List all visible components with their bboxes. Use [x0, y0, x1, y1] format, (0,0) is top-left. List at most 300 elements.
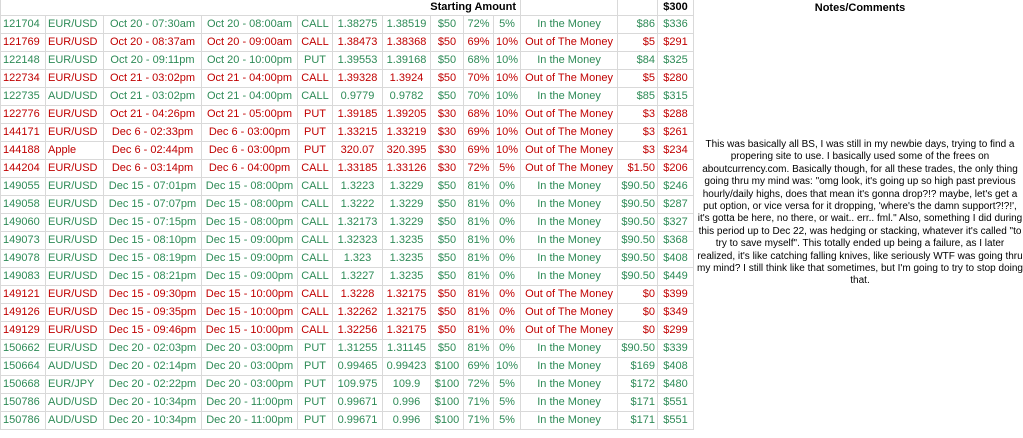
- cell-trade-id: 150786: [1, 394, 46, 412]
- cell-open-time: Dec 15 - 07:15pm: [104, 214, 202, 232]
- cell-return: $90.50: [618, 268, 658, 286]
- cell-option-type: CALL: [298, 322, 333, 340]
- cell-option-type: PUT: [298, 358, 333, 376]
- cell-trade-id: 150668: [1, 376, 46, 394]
- cell-balance: $336: [658, 16, 694, 34]
- cell-balance: $368: [658, 232, 694, 250]
- cell-result: Out of The Money: [521, 286, 618, 304]
- cell-open-time: Dec 6 - 03:14pm: [104, 160, 202, 178]
- cell-asset: EUR/USD: [46, 214, 104, 232]
- cell-payout-pct: 81%: [464, 340, 494, 358]
- cell-result: In the Money: [521, 52, 618, 70]
- cell-balance: $315: [658, 88, 694, 106]
- cell-trade-id: 149121: [1, 286, 46, 304]
- cell-option-type: CALL: [298, 160, 333, 178]
- cell-expiry-time: Dec 15 - 10:00pm: [202, 322, 298, 340]
- cell-expiry-time: Dec 6 - 04:00pm: [202, 160, 298, 178]
- cell-trade-id: 149126: [1, 304, 46, 322]
- cell-rebate-pct: 10%: [494, 142, 521, 160]
- cell-rebate-pct: 10%: [494, 88, 521, 106]
- cell-close-price: 1.3235: [383, 232, 431, 250]
- cell-open-time: Dec 15 - 07:07pm: [104, 196, 202, 214]
- cell-balance: $408: [658, 358, 694, 376]
- cell-open-time: Oct 20 - 09:11pm: [104, 52, 202, 70]
- cell-balance: $280: [658, 70, 694, 88]
- cell-payout-pct: 81%: [464, 304, 494, 322]
- cell-open-time: Dec 20 - 10:34pm: [104, 394, 202, 412]
- cell-expiry-time: Dec 15 - 08:00pm: [202, 214, 298, 232]
- cell-expiry-time: Dec 20 - 11:00pm: [202, 394, 298, 412]
- cell-open-time: Dec 6 - 02:33pm: [104, 124, 202, 142]
- cell-close-price: 1.38368: [383, 34, 431, 52]
- cell-stake: $30: [431, 106, 464, 124]
- cell-result: In the Money: [521, 178, 618, 196]
- cell-close-price: 1.3229: [383, 178, 431, 196]
- cell-close-price: 109.9: [383, 376, 431, 394]
- cell-payout-pct: 81%: [464, 232, 494, 250]
- table-row: [1, 376, 694, 394]
- cell-asset: EUR/USD: [46, 124, 104, 142]
- cell-return: $90.50: [618, 196, 658, 214]
- cell-payout-pct: 81%: [464, 268, 494, 286]
- cell-expiry-time: Dec 15 - 09:00pm: [202, 232, 298, 250]
- cell-payout-pct: 69%: [464, 358, 494, 376]
- cell-entry-price: 0.99465: [333, 358, 383, 376]
- cell-option-type: CALL: [298, 70, 333, 88]
- cell-result: Out of The Money: [521, 322, 618, 340]
- cell-open-time: Oct 20 - 08:37am: [104, 34, 202, 52]
- cell-result: In the Money: [521, 394, 618, 412]
- cell-rebate-pct: 0%: [494, 196, 521, 214]
- table-row: [1, 178, 694, 196]
- table-row: [1, 340, 694, 358]
- cell-rebate-pct: 0%: [494, 304, 521, 322]
- cell-close-price: 1.32175: [383, 286, 431, 304]
- cell-expiry-time: Dec 20 - 03:00pm: [202, 340, 298, 358]
- cell-rebate-pct: 5%: [494, 376, 521, 394]
- cell-stake: $30: [431, 124, 464, 142]
- table-row: [1, 250, 694, 268]
- cell-asset: EUR/USD: [46, 160, 104, 178]
- cell-entry-price: 0.99671: [333, 394, 383, 412]
- cell-open-time: Dec 20 - 02:14pm: [104, 358, 202, 376]
- cell-return: $84: [618, 52, 658, 70]
- header-row: [1, 0, 694, 16]
- cell-trade-id: 122776: [1, 106, 46, 124]
- cell-trade-id: 149073: [1, 232, 46, 250]
- cell-result: In the Money: [521, 196, 618, 214]
- cell-balance: $287: [658, 196, 694, 214]
- cell-payout-pct: 71%: [464, 394, 494, 412]
- cell-asset: EUR/USD: [46, 268, 104, 286]
- cell-result: In the Money: [521, 250, 618, 268]
- cell-return: $0: [618, 304, 658, 322]
- cell-balance: $234: [658, 142, 694, 160]
- cell-close-price: 0.9782: [383, 88, 431, 106]
- cell-rebate-pct: 5%: [494, 16, 521, 34]
- table-row: [1, 268, 694, 286]
- cell-asset: EUR/USD: [46, 178, 104, 196]
- cell-balance: $399: [658, 286, 694, 304]
- cell-expiry-time: Oct 21 - 04:00pm: [202, 70, 298, 88]
- cell-payout-pct: 69%: [464, 142, 494, 160]
- table-row: [1, 160, 694, 178]
- cell-open-time: Dec 20 - 10:34pm: [104, 412, 202, 430]
- cell-open-time: Dec 15 - 09:35pm: [104, 304, 202, 322]
- cell-balance: $480: [658, 376, 694, 394]
- cell-option-type: CALL: [298, 286, 333, 304]
- cell-expiry-time: Dec 15 - 08:00pm: [202, 178, 298, 196]
- cell-expiry-time: Dec 15 - 09:00pm: [202, 268, 298, 286]
- table-row: [1, 412, 694, 430]
- cell-trade-id: 144188: [1, 142, 46, 160]
- cell-entry-price: 109.975: [333, 376, 383, 394]
- table-row: [1, 304, 694, 322]
- cell-entry-price: 320.07: [333, 142, 383, 160]
- cell-expiry-time: Dec 15 - 10:00pm: [202, 286, 298, 304]
- table-row: [1, 322, 694, 340]
- cell-option-type: CALL: [298, 178, 333, 196]
- cell-option-type: PUT: [298, 412, 333, 430]
- cell-trade-id: 149055: [1, 178, 46, 196]
- cell-trade-id: 149083: [1, 268, 46, 286]
- cell-expiry-time: Oct 21 - 05:00pm: [202, 106, 298, 124]
- cell-result: Out of The Money: [521, 34, 618, 52]
- cell-balance: $408: [658, 250, 694, 268]
- table-row: [1, 286, 694, 304]
- cell-balance: $349: [658, 304, 694, 322]
- cell-return: $0: [618, 286, 658, 304]
- cell-trade-id: 149060: [1, 214, 46, 232]
- cell-stake: $50: [431, 268, 464, 286]
- cell-trade-id: 149058: [1, 196, 46, 214]
- cell-balance: $246: [658, 178, 694, 196]
- cell-stake: $50: [431, 178, 464, 196]
- cell-payout-pct: 68%: [464, 52, 494, 70]
- cell-stake: $30: [431, 142, 464, 160]
- cell-result: Out of The Money: [521, 124, 618, 142]
- cell-payout-pct: 81%: [464, 286, 494, 304]
- cell-stake: $50: [431, 196, 464, 214]
- table-row: [1, 70, 694, 88]
- cell-close-price: 1.3235: [383, 268, 431, 286]
- cell-expiry-time: Dec 15 - 08:00pm: [202, 196, 298, 214]
- cell-open-time: Oct 21 - 03:02pm: [104, 88, 202, 106]
- cell-open-time: Dec 15 - 09:46pm: [104, 322, 202, 340]
- cell-entry-price: 1.33215: [333, 124, 383, 142]
- cell-asset: EUR/USD: [46, 286, 104, 304]
- cell-close-price: 1.33219: [383, 124, 431, 142]
- cell-option-type: CALL: [298, 88, 333, 106]
- cell-entry-price: 1.32323: [333, 232, 383, 250]
- cell-result: In the Money: [521, 16, 618, 34]
- cell-rebate-pct: 0%: [494, 214, 521, 232]
- cell-option-type: PUT: [298, 106, 333, 124]
- cell-payout-pct: 69%: [464, 34, 494, 52]
- cell-close-price: 1.3235: [383, 250, 431, 268]
- cell-return: $90.50: [618, 178, 658, 196]
- cell-open-time: Dec 15 - 07:01pm: [104, 178, 202, 196]
- cell-entry-price: 1.32256: [333, 322, 383, 340]
- cell-stake: $50: [431, 232, 464, 250]
- cell-trade-id: 149078: [1, 250, 46, 268]
- cell-close-price: 1.39168: [383, 52, 431, 70]
- cell-trade-id: 149129: [1, 322, 46, 340]
- cell-stake: $50: [431, 34, 464, 52]
- cell-entry-price: 1.39185: [333, 106, 383, 124]
- cell-trade-id: 122148: [1, 52, 46, 70]
- cell-asset: AUD/USD: [46, 394, 104, 412]
- cell-return: $90.50: [618, 340, 658, 358]
- cell-result: In the Money: [521, 268, 618, 286]
- table-row: [1, 196, 694, 214]
- cell-close-price: 0.996: [383, 412, 431, 430]
- notes-text: This was basically all BS, I was still in my newbie days, trying to find a propering site to use. I basically used some of the frees on aboutcurrency.com. Basically though, for all these trades, the only thing going thru my mind was: "omg look, it's going up so high past previous hourly/daily highs, does that mean it's gonna drop?!? maybe, let's get a put option, or vice versa for it dropping, 'where's the damn support?!?!', it's gotta be here, no there, or wait.. err.. fml." Also, something I did during this period up to Dec 22, was hedging or stacking, whatever it's called "to try to save myself". This totally ended up being a failure, as I later realized, it's like catching falling knives, like seriously WTF was going thru my mind? I still think like that sometimes, but I'm going to try to stop doing that.: [697, 139, 1023, 287]
- cell-result: Out of The Money: [521, 160, 618, 178]
- cell-option-type: CALL: [298, 214, 333, 232]
- cell-entry-price: 1.323: [333, 250, 383, 268]
- cell-expiry-time: Dec 6 - 03:00pm: [202, 124, 298, 142]
- cell-asset: AUD/USD: [46, 88, 104, 106]
- cell-balance: $327: [658, 214, 694, 232]
- cell-result: Out of The Money: [521, 142, 618, 160]
- cell-rebate-pct: 10%: [494, 70, 521, 88]
- cell-payout-pct: 81%: [464, 214, 494, 232]
- cell-trade-id: 144204: [1, 160, 46, 178]
- cell-asset: EUR/USD: [46, 340, 104, 358]
- cell-expiry-time: Oct 21 - 04:00pm: [202, 88, 298, 106]
- cell-close-price: 1.38519: [383, 16, 431, 34]
- cell-expiry-time: Dec 15 - 10:00pm: [202, 304, 298, 322]
- cell-stake: $100: [431, 412, 464, 430]
- cell-result: Out of The Money: [521, 106, 618, 124]
- cell-open-time: Dec 15 - 08:21pm: [104, 268, 202, 286]
- cell-asset: EUR/USD: [46, 106, 104, 124]
- cell-stake: $100: [431, 358, 464, 376]
- cell-expiry-time: Dec 20 - 03:00pm: [202, 358, 298, 376]
- cell-return: $3: [618, 106, 658, 124]
- cell-rebate-pct: 10%: [494, 106, 521, 124]
- cell-balance: $261: [658, 124, 694, 142]
- cell-asset: AUD/USD: [46, 412, 104, 430]
- cell-close-price: 1.31145: [383, 340, 431, 358]
- cell-option-type: PUT: [298, 142, 333, 160]
- cell-rebate-pct: 5%: [494, 160, 521, 178]
- cell-option-type: CALL: [298, 268, 333, 286]
- cell-trade-id: 150664: [1, 358, 46, 376]
- cell-expiry-time: Dec 20 - 03:00pm: [202, 376, 298, 394]
- cell-return: $85: [618, 88, 658, 106]
- cell-payout-pct: 70%: [464, 70, 494, 88]
- cell-rebate-pct: 0%: [494, 232, 521, 250]
- cell-return: $5: [618, 70, 658, 88]
- table-row: [1, 34, 694, 52]
- cell-open-time: Dec 20 - 02:22pm: [104, 376, 202, 394]
- cell-open-time: Dec 15 - 09:30pm: [104, 286, 202, 304]
- cell-option-type: PUT: [298, 340, 333, 358]
- cell-asset: EUR/USD: [46, 196, 104, 214]
- cell-return: $172: [618, 376, 658, 394]
- cell-option-type: CALL: [298, 196, 333, 214]
- cell-payout-pct: 72%: [464, 160, 494, 178]
- cell-entry-price: 1.3227: [333, 268, 383, 286]
- cell-asset: EUR/USD: [46, 16, 104, 34]
- cell-stake: $50: [431, 214, 464, 232]
- cell-entry-price: 1.31255: [333, 340, 383, 358]
- cell-stake: $30: [431, 160, 464, 178]
- cell-asset: EUR/USD: [46, 322, 104, 340]
- cell-option-type: PUT: [298, 376, 333, 394]
- cell-balance: $288: [658, 106, 694, 124]
- cell-rebate-pct: 0%: [494, 340, 521, 358]
- cell-payout-pct: 69%: [464, 124, 494, 142]
- cell-stake: $50: [431, 304, 464, 322]
- cell-close-price: 1.32175: [383, 304, 431, 322]
- cell-option-type: CALL: [298, 34, 333, 52]
- cell-entry-price: 1.3223: [333, 178, 383, 196]
- cell-entry-price: 1.38473: [333, 34, 383, 52]
- cell-asset: EUR/USD: [46, 34, 104, 52]
- cell-payout-pct: 81%: [464, 322, 494, 340]
- cell-result: Out of The Money: [521, 304, 618, 322]
- cell-open-time: Dec 15 - 08:19pm: [104, 250, 202, 268]
- cell-option-type: CALL: [298, 16, 333, 34]
- table-row: [1, 106, 694, 124]
- cell-stake: $50: [431, 286, 464, 304]
- cell-option-type: PUT: [298, 124, 333, 142]
- cell-return: $3: [618, 142, 658, 160]
- cell-return: $5: [618, 34, 658, 52]
- cell-asset: EUR/USD: [46, 250, 104, 268]
- cell-rebate-pct: 5%: [494, 412, 521, 430]
- cell-stake: $50: [431, 88, 464, 106]
- cell-asset: EUR/USD: [46, 52, 104, 70]
- cell-trade-id: 121704: [1, 16, 46, 34]
- cell-return: $169: [618, 358, 658, 376]
- table-row: [1, 142, 694, 160]
- table-row: [1, 214, 694, 232]
- cell-rebate-pct: 10%: [494, 52, 521, 70]
- cell-payout-pct: 72%: [464, 376, 494, 394]
- cell-expiry-time: Dec 6 - 03:00pm: [202, 142, 298, 160]
- cell-balance: $325: [658, 52, 694, 70]
- table-row: [1, 52, 694, 70]
- cell-expiry-time: Dec 15 - 09:00pm: [202, 250, 298, 268]
- cell-asset: EUR/USD: [46, 70, 104, 88]
- cell-option-type: PUT: [298, 52, 333, 70]
- cell-payout-pct: 71%: [464, 412, 494, 430]
- cell-payout-pct: 81%: [464, 250, 494, 268]
- cell-expiry-time: Oct 20 - 09:00am: [202, 34, 298, 52]
- cell-open-time: Dec 15 - 08:10pm: [104, 232, 202, 250]
- cell-stake: $50: [431, 52, 464, 70]
- cell-return: $171: [618, 394, 658, 412]
- cell-rebate-pct: 10%: [494, 124, 521, 142]
- cell-return: $1.50: [618, 160, 658, 178]
- cell-stake: $50: [431, 340, 464, 358]
- cell-trade-id: 122735: [1, 88, 46, 106]
- cell-stake: $50: [431, 16, 464, 34]
- cell-close-price: 1.33126: [383, 160, 431, 178]
- cell-stake: $50: [431, 250, 464, 268]
- cell-entry-price: 1.39553: [333, 52, 383, 70]
- cell-result: In the Money: [521, 358, 618, 376]
- cell-entry-price: 0.9779: [333, 88, 383, 106]
- cell-return: $90.50: [618, 250, 658, 268]
- cell-payout-pct: 81%: [464, 196, 494, 214]
- cell-rebate-pct: 0%: [494, 286, 521, 304]
- cell-option-type: CALL: [298, 232, 333, 250]
- cell-rebate-pct: 0%: [494, 268, 521, 286]
- cell-return: $90.50: [618, 232, 658, 250]
- cell-entry-price: 1.38275: [333, 16, 383, 34]
- cell-close-price: 1.3229: [383, 214, 431, 232]
- cell-return: $3: [618, 124, 658, 142]
- cell-balance: $291: [658, 34, 694, 52]
- cell-open-time: Oct 21 - 03:02pm: [104, 70, 202, 88]
- cell-stake: $50: [431, 322, 464, 340]
- cell-entry-price: 1.32173: [333, 214, 383, 232]
- cell-open-time: Dec 6 - 02:44pm: [104, 142, 202, 160]
- starting-amount-label: Starting Amount: [1, 0, 521, 16]
- cell-entry-price: 1.3228: [333, 286, 383, 304]
- cell-trade-id: 121769: [1, 34, 46, 52]
- notes-heading: Notes/Comments: [814, 2, 906, 14]
- cell-expiry-time: Dec 20 - 11:00pm: [202, 412, 298, 430]
- cell-asset: EUR/USD: [46, 304, 104, 322]
- cell-close-price: 320.395: [383, 142, 431, 160]
- cell-entry-price: 1.33185: [333, 160, 383, 178]
- cell-payout-pct: 70%: [464, 88, 494, 106]
- cell-option-type: CALL: [298, 304, 333, 322]
- cell-balance: $206: [658, 160, 694, 178]
- cell-close-price: 1.3924: [383, 70, 431, 88]
- cell-trade-id: 144171: [1, 124, 46, 142]
- table-row: [1, 358, 694, 376]
- cell-close-price: 1.32175: [383, 322, 431, 340]
- cell-return: $86: [618, 16, 658, 34]
- cell-close-price: 1.3229: [383, 196, 431, 214]
- cell-option-type: CALL: [298, 250, 333, 268]
- cell-trade-id: 150662: [1, 340, 46, 358]
- cell-return: $0: [618, 322, 658, 340]
- cell-asset: Apple: [46, 142, 104, 160]
- cell-result: In the Money: [521, 412, 618, 430]
- cell-result: In the Money: [521, 376, 618, 394]
- cell-close-price: 1.39205: [383, 106, 431, 124]
- cell-open-time: Dec 20 - 02:03pm: [104, 340, 202, 358]
- cell-result: In the Money: [521, 232, 618, 250]
- cell-result: Out of The Money: [521, 70, 618, 88]
- starting-amount-value: $300: [658, 0, 694, 16]
- cell-return: $90.50: [618, 214, 658, 232]
- cell-entry-price: 1.32262: [333, 304, 383, 322]
- cell-asset: EUR/JPY: [46, 376, 104, 394]
- cell-open-time: Oct 21 - 04:26pm: [104, 106, 202, 124]
- cell-expiry-time: Oct 20 - 10:00pm: [202, 52, 298, 70]
- table-row: [1, 16, 694, 34]
- cell-open-time: Oct 20 - 07:30am: [104, 16, 202, 34]
- cell-entry-price: 1.3222: [333, 196, 383, 214]
- cell-asset: AUD/USD: [46, 358, 104, 376]
- cell-trade-id: 150786: [1, 412, 46, 430]
- cell-rebate-pct: 10%: [494, 34, 521, 52]
- cell-result: In the Money: [521, 214, 618, 232]
- cell-rebate-pct: 10%: [494, 358, 521, 376]
- cell-result: In the Money: [521, 340, 618, 358]
- cell-stake: $50: [431, 70, 464, 88]
- cell-trade-id: 122734: [1, 70, 46, 88]
